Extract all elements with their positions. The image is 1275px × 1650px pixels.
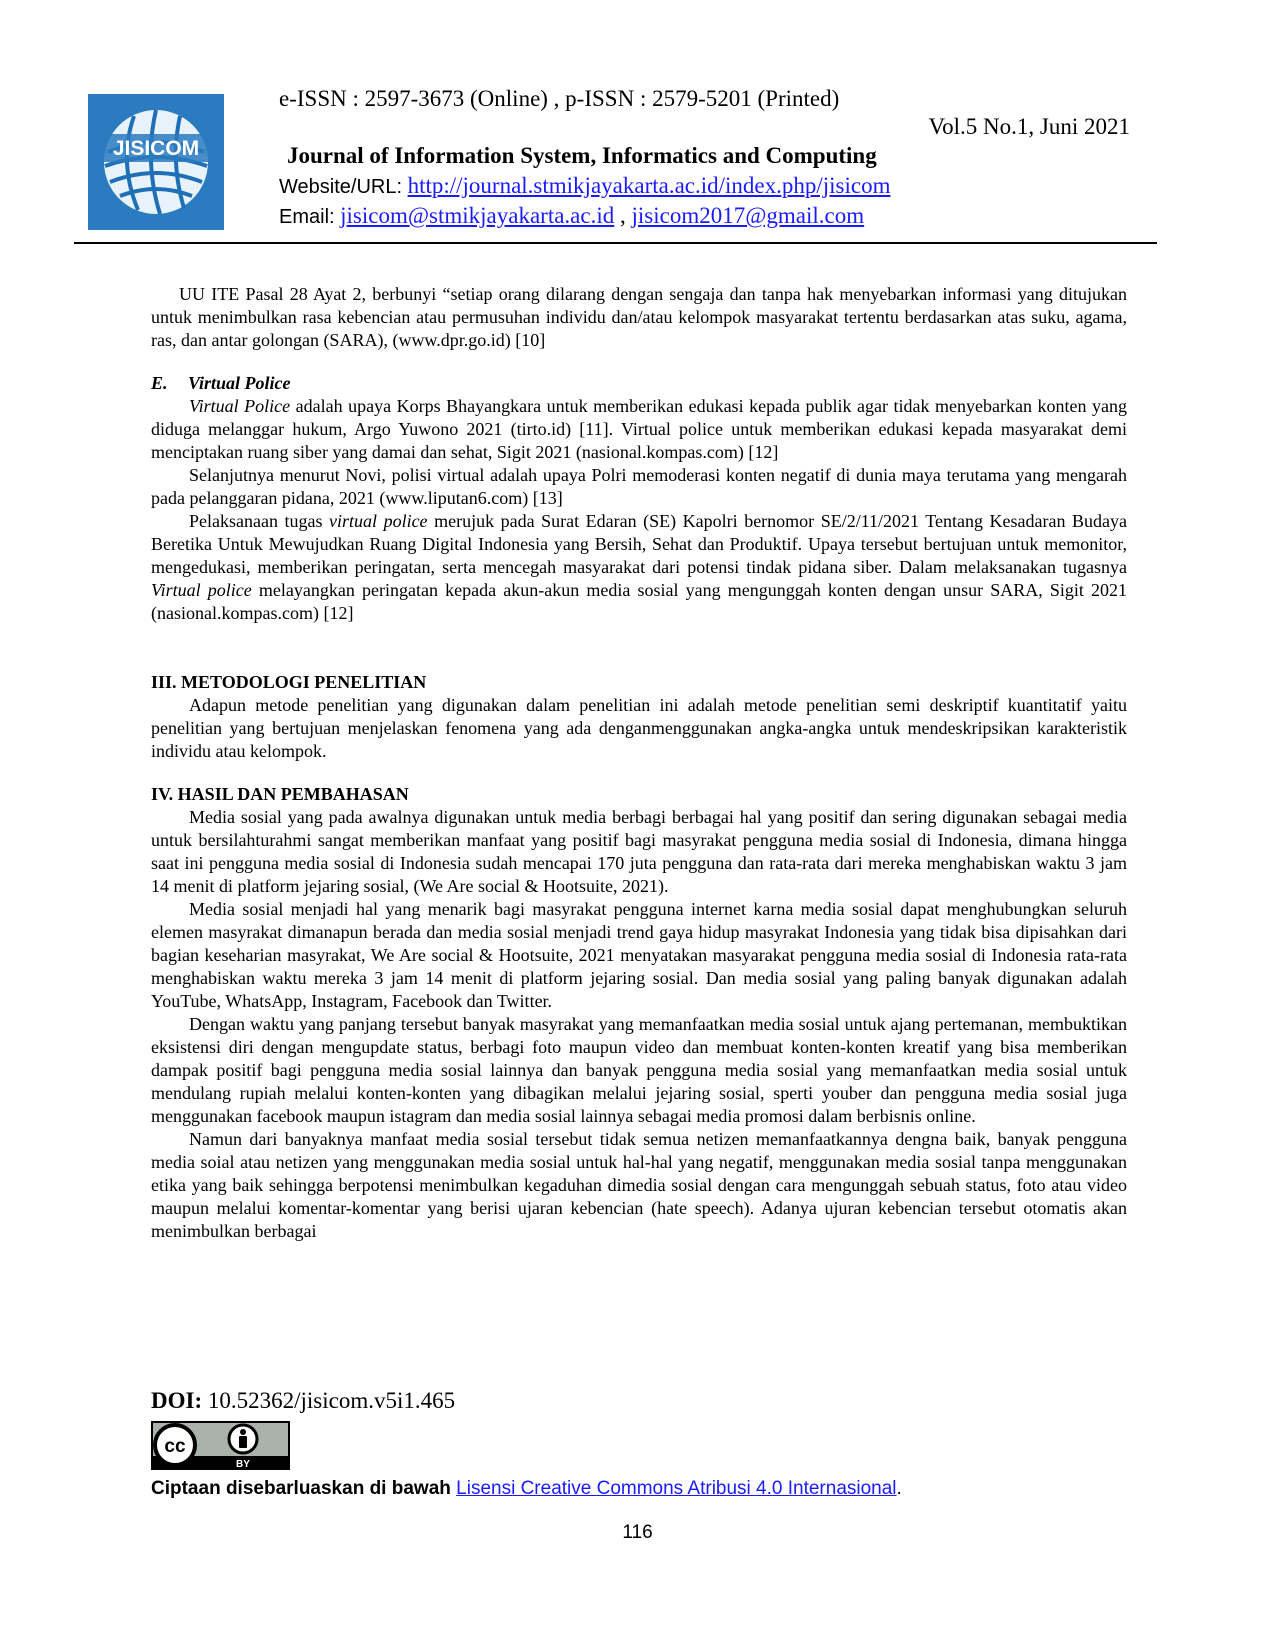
cc-by-label: BY: [236, 1459, 250, 1470]
email-label: Email:: [279, 206, 341, 228]
website-label: Website/URL:: [279, 176, 408, 198]
section-e-heading: [151, 372, 1127, 395]
volume-issue: Vol.5 No.1, Juni 2021: [928, 114, 1130, 139]
section-e-letter: E.: [151, 373, 168, 393]
doi-value: 10.52362/jisicom.v5i1.465: [202, 1388, 456, 1413]
email-link-2[interactable]: jisicom2017@gmail.com: [631, 203, 865, 228]
license-line: [151, 1478, 902, 1500]
section-e-title: Virtual Police: [188, 373, 291, 393]
doi-line: [151, 1388, 455, 1414]
vp1-text: adalah upaya Korps Bhayangkara untuk memberikan edukasi kepada publik agar tidak menyebarkan konten yang diduga melanggar hukum, Argo Yuwono 2021 (tirto.id) [11]. Virtual police untuk memberikan edukasi kepada masyarakat demi menciptakan ruang siber yang damai dan sehat, Sigit 2021 (nasional.kompas.com) [12]: [151, 396, 1127, 462]
vp3-text-c: melayangkan peringatan kepada akun-akun media sosial yang mengunggah konten dengan unsur SARA, Sigit 2021 (nasional.kompas.com) [12]: [151, 580, 1128, 623]
license-prefix: Ciptaan disebarluaskan di bawah: [151, 1478, 457, 1499]
attribution-person-icon: [229, 1425, 257, 1453]
page-number: 116: [622, 1522, 653, 1543]
website-line: [279, 173, 890, 199]
svg-text:cc: cc: [164, 1436, 186, 1457]
paragraph-hasil-2: Media sosial menjadi hal yang menarik bagi masyrakat pengguna internet karna media sosial dapat menghubungkan seluruh elemen masyrakat dimanapun berada dan media sosial menjadi trend gaya hidup masyrakat Indonesia yang tidak bisa dipisahkan dari bagian keseharian masyrakat, We Are social & Hootsuite, 2021 menyatakan masyarakat pengguna media sosial di Indonesia rata-rata menghabiskan waktu mereka 3 jam 14 menit di platform jejaring sosial. Dan media sosial yang paling banyak digunakan adalah YouTube, WhatsApp, Instagram, Facebook dan Twitter.: [151, 899, 1127, 1011]
vp1-italic: Virtual Police: [189, 396, 291, 416]
paragraph-metodologi: Adapun metode penelitian yang digunakan dalam penelitian ini adalah metode penelitian semi deskriptif kuantitatif yaitu penelitian yang bertujuan menjelaskan fenomena yang ada denganmenggunakan angka-angka untuk mendeskripsikan karakteristik individu atau kelompok.: [151, 695, 1127, 761]
vp3-italic-2: Virtual police: [151, 580, 252, 600]
email-line: [279, 203, 864, 229]
paragraph-virtual-police-3: [151, 510, 1127, 625]
paragraph-virtual-police-2: Selanjutnya menurut Novi, polisi virtual adalah upaya Polri memoderasi konten negatif di dunia maya terutama yang mengarah pada pelanggaran pidana, 2021 (www.liputan6.com) [13]: [151, 465, 1127, 508]
email-link-1[interactable]: jisicom@stmikjayakarta.ac.id: [340, 203, 615, 228]
paragraph-hasil-4: Namun dari banyaknya manfaat media sosial tersebut tidak semua netizen memanfaatkannya dengna baik, banyak pengguna media soial atau netizen yang menggunakan media sosial untuk hal-hal yang negatif, menggunakan media sosial tanpa menggunakan etika yang baik sehingga berpotensi menimbulkan kegaduhan dimedia sosial dengan cara mengunggah sebuah status, foto atau video maupun melalui komentar-komentar yang berisi ujaran kebencian (hate speech). Adanya ujuran kebencian tersebut otomatis akan menimbulkan berbagai: [151, 1129, 1127, 1241]
website-link[interactable]: http://journal.stmikjayakarta.ac.id/index.php/jisicom: [407, 173, 891, 198]
logo-text: JISICOM: [112, 137, 200, 160]
article-body: [151, 283, 1127, 1243]
section-4-heading: IV. HASIL DAN PEMBAHASAN: [151, 784, 409, 804]
vp3-italic-1: virtual police: [329, 511, 428, 531]
paragraph-virtual-police-1: [151, 395, 1127, 464]
license-suffix: .: [896, 1478, 902, 1499]
paragraph-uu-ite: UU ITE Pasal 28 Ayat 2, berbunyi “setiap orang dilarang dengan sengaja dan tanpa hak menyebarkan informasi yang ditujukan untuk menimbulkan rasa kebencian atau permusuhan individu dan/atau kelompok masyarakat tertentu berdasarkan atas suku, agama, ras, dan antar golongan (SARA), (www.dpr.go.id) [10]: [151, 284, 1127, 350]
header-divider: [74, 242, 1157, 244]
creative-commons-cc-icon: [155, 1425, 195, 1465]
journal-title: Journal of Information System, Informatics and Computing: [287, 143, 877, 168]
vp3-text-b: merujuk pada Surat Edaran (SE) Kapolri bernomor SE/2/11/2021 Tentang Kesadaran Budaya Beretika Untuk Mewujudkan Ruang Digital Indonesia yang Bersih, Sehat dan Produktif. Upaya tersebut bertujuan untuk memonitor, mengedukasi, memberikan peringatan, serta mencegah masyarakat dari potensi tindak pidana siber. Dalam melaksanakan tugasnya: [151, 511, 1127, 577]
vp3-text-a: Pelaksanaan tugas: [189, 511, 330, 531]
journal-logo: [88, 94, 224, 230]
jisicom-globe-logo-icon: [88, 94, 224, 230]
doi-label: DOI:: [151, 1388, 203, 1413]
section-3-heading: III. METODOLOGI PENELITIAN: [151, 672, 427, 692]
paragraph-hasil-3: Dengan waktu yang panjang tersebut banyak masyrakat yang memanfaatkan media sosial untuk ajang pertemanan, membuktikan eksistensi diri dengan mengupdate status, berbagi foto maupun video dan membuat konten-konten kreatif yang bisa memberikan dampak positif bagi pengguna media sosial lainnya dan banyak pengguna media sosial yang memanfaatkan media sosial untuk mendulang rupiah melalui konten-konten yang dibagikan melalui jejaring sosial, sperti youber dan pengguna media sosial juga menggunakan facebook maupun istagram dan media sosial lainnya sebagai media promosi dalam berbisnis online.: [151, 1014, 1127, 1126]
issn-line: e-ISSN : 2597-3673 (Online) , p-ISSN : 2579-5201 (Printed): [279, 86, 840, 111]
cc-by-badge[interactable]: [151, 1421, 290, 1470]
license-link[interactable]: Lisensi Creative Commons Atribusi 4.0 Internasional: [456, 1478, 897, 1499]
email-separator: ,: [614, 203, 632, 228]
paragraph-hasil-1: Media sosial yang pada awalnya digunakan untuk media berbagi berbagai hal yang positif dan sering digunakan sebagai media untuk bersilahturahmi sangat memberikan manfaat yang positif bagi masyrakat pengguna media sosial di Indonesia, dimana hingga saat ini pengguna media sosial di Indonesia sudah mencapai 170 juta pengguna dan rata-rata dari mereka menghabiskan waktu 3 jam 14 menit di platform jejaring sosial, (We Are social & Hootsuite, 2021).: [151, 807, 1127, 896]
